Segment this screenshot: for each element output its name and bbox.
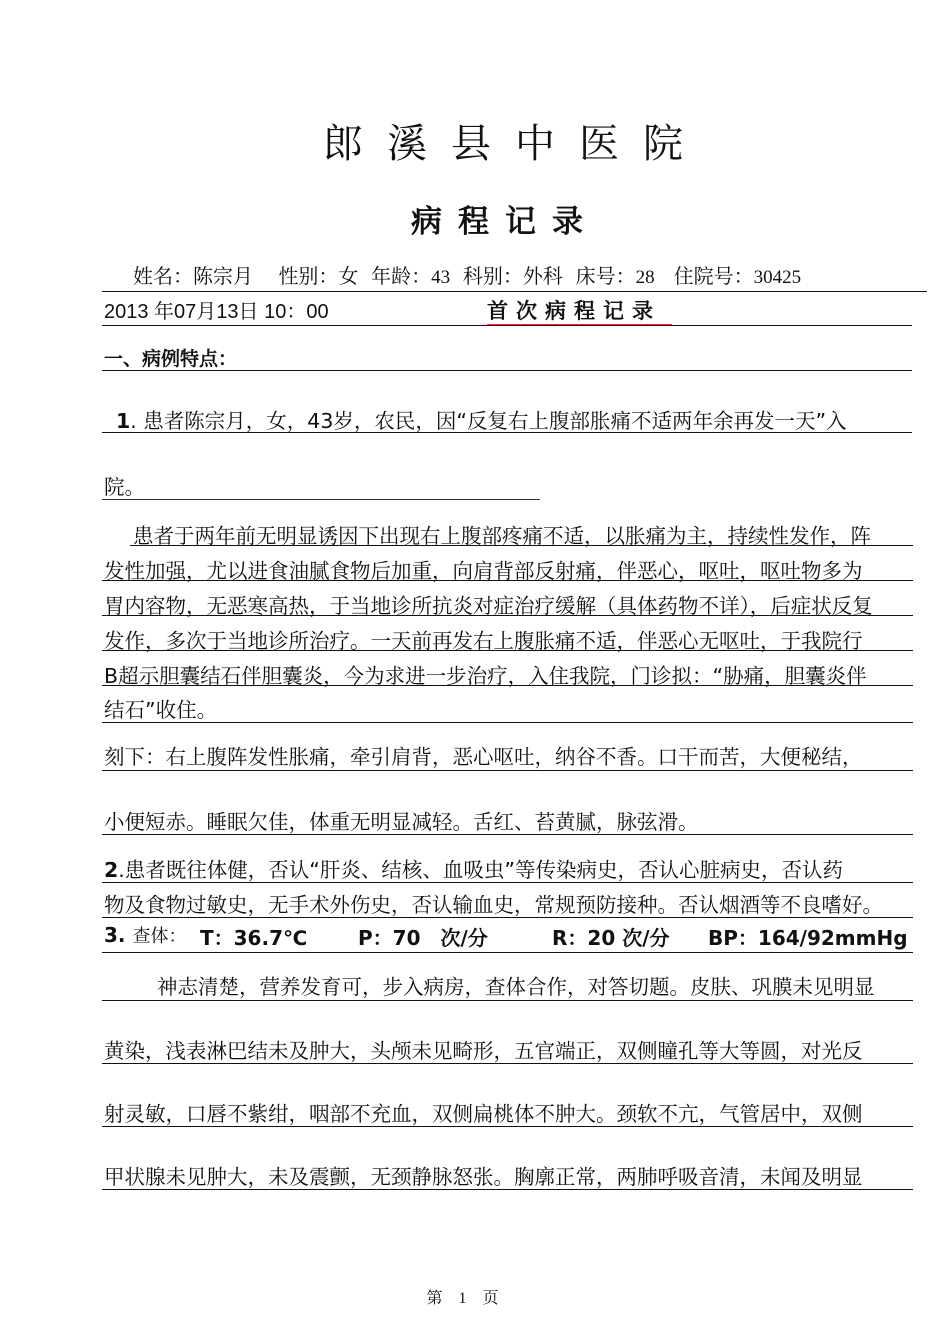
patient-gender: 性别：女 xyxy=(278,264,359,288)
page-number: 第 1 页 xyxy=(426,1290,499,1307)
exam-line: 黄染，浅表淋巴结未及肿大，头颅未见畸形，五官端正，双侧瞳孔等大等圆，对光反 xyxy=(104,1039,863,1063)
item-1-line-2: 院。 xyxy=(104,475,145,499)
divider xyxy=(102,917,913,918)
divider xyxy=(102,1126,913,1127)
divider xyxy=(102,615,913,616)
divider xyxy=(102,1063,913,1064)
history-line: 患者于两年前无明显诱因下出现右上腹部疼痛不适，以胀痛为主，持续性发作，阵 xyxy=(133,524,871,548)
vital-respiration: R：20 次/分 xyxy=(552,926,670,950)
record-title: 首次病程记录 xyxy=(487,299,661,323)
exam-label: 查体： xyxy=(132,926,187,947)
divider xyxy=(102,685,913,686)
history-line: B超示胆囊结石伴胆囊炎，今为求进一步治疗，入住我院，门诊拟：“胁痛，胆囊炎伴 xyxy=(104,664,867,688)
bed-number: 28 xyxy=(635,267,655,288)
current-symptoms-line-1: 刻下：右上腹阵发性胀痛，牵引肩背，恶心呕吐，纳谷不香。口干而苦，大便秘结， xyxy=(104,745,863,769)
exam-line: 神志清楚，营养发育可，步入病房，查体合作，对答切题。皮肤、巩膜未见明显 xyxy=(157,975,875,999)
document-title: 病程记录 xyxy=(411,204,599,240)
section-heading: 一、病例特点： xyxy=(104,348,238,370)
admission-number: 30425 xyxy=(753,267,802,288)
item-2-number: 2 xyxy=(104,858,119,882)
patient-age-label: 年龄： xyxy=(371,264,432,288)
divider xyxy=(102,650,913,651)
vitals-row xyxy=(104,922,186,948)
patient-name: 姓名：陈宗月 xyxy=(133,264,253,288)
exam-line: 甲状腺未见肿大，未及震颤，无颈静脉怒张。胸廓正常，两肺呼吸音清，未闻及明显 xyxy=(104,1165,863,1189)
divider xyxy=(130,545,913,546)
history-line: 发性加强，尤以进食油腻食物后加重，向肩背部反射痛，伴恶心，呕吐，呕吐物多为 xyxy=(104,559,863,583)
bed-label: 床号： xyxy=(575,264,636,288)
item-1-line-1 xyxy=(116,404,847,434)
divider xyxy=(102,834,913,835)
divider xyxy=(102,1189,913,1190)
divider xyxy=(102,952,913,953)
admission-label: 住院号： xyxy=(673,264,754,288)
divider xyxy=(102,499,540,500)
current-symptoms-line-2: 小便短赤。睡眠欠佳，体重无明显减轻。舌红、苔黄腻，脉弦滑。 xyxy=(104,810,699,834)
vital-blood-pressure: BP：164/92mmHg xyxy=(708,926,908,950)
patient-age: 43 xyxy=(431,267,451,288)
divider xyxy=(102,580,913,581)
record-datetime: 2013 年07月13日 10：00 xyxy=(104,301,329,323)
hospital-name: 郎溪县中医院 xyxy=(323,121,707,167)
divider xyxy=(102,370,912,371)
divider xyxy=(102,770,913,771)
divider xyxy=(102,722,913,723)
divider xyxy=(102,882,913,883)
item-1-text: . 患者陈宗月，女，43岁，农民，因“反复右上腹部胀痛不适两年余再发一天”入 xyxy=(130,409,847,433)
patient-department: 科别：外科 xyxy=(462,264,563,288)
history-line: 发作，多次于当地诊所治疗。一天前再发右上腹胀痛不适，伴恶心无呕吐，于我院行 xyxy=(104,629,863,653)
item-2-line-2: 物及食物过敏史，无手术外伤史，否认输血史，常规预防接种。否认烟酒等不良嗜好。 xyxy=(104,893,883,917)
vital-temperature: T：36.7℃ xyxy=(200,926,308,950)
item-1-number: 1 xyxy=(116,409,131,433)
history-line: 结石”收住。 xyxy=(104,698,218,722)
item-3-number: 3. xyxy=(104,923,126,947)
divider xyxy=(102,1000,913,1001)
item-2-line-1 xyxy=(104,853,843,883)
patient-info-row xyxy=(133,260,801,289)
item-2-text: .患者既往体健，否认“肝炎、结核、血吸虫”等传染病史，否认心脏病史，否认药 xyxy=(118,858,844,882)
vital-pulse: P：70 次/分 xyxy=(358,926,488,950)
history-line: 胃内容物，无恶寒高热，于当地诊所抗炎对症治疗缓解（具体药物不详），后症状反复 xyxy=(104,594,873,618)
exam-line: 射灵敏，口唇不紫绀，咽部不充血，双侧扁桃体不肿大。颈软不亢，气管居中，双侧 xyxy=(104,1102,863,1126)
divider xyxy=(102,291,927,292)
divider xyxy=(102,432,912,433)
divider xyxy=(102,325,912,326)
